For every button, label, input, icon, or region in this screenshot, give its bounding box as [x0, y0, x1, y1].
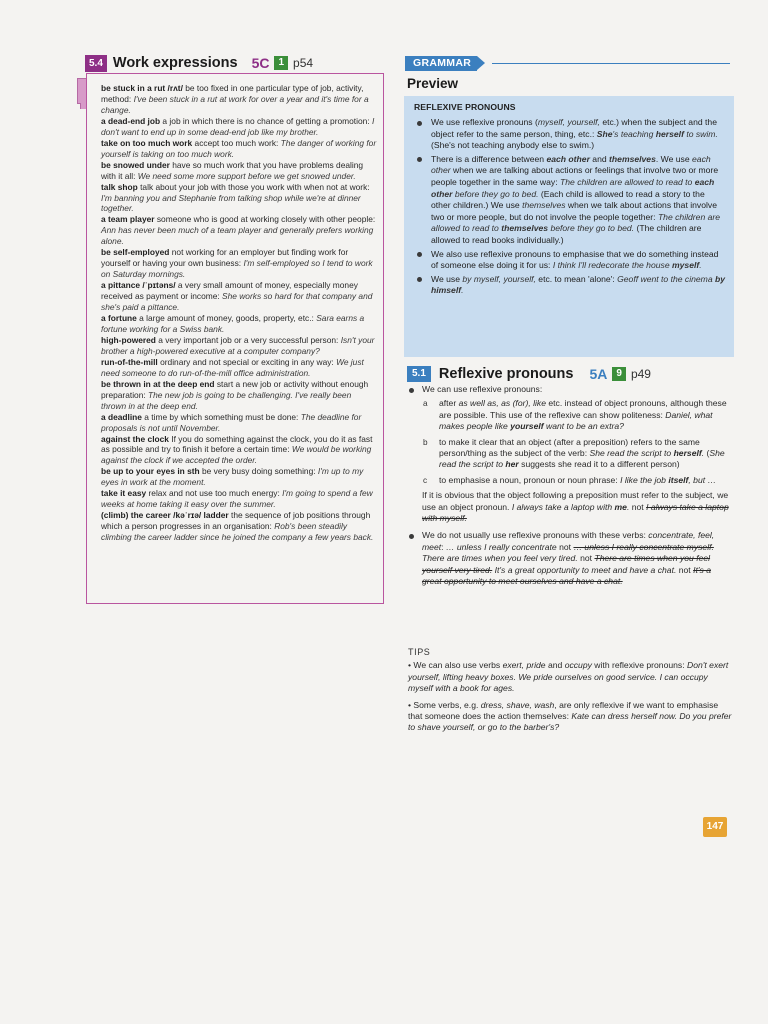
- vocab-entry: be self-employed not working for an employer but finding work for yourself or having your own business: I'm self-employed so I tend to work on Saturday mornings.: [101, 247, 373, 280]
- section-title: Work expressions: [112, 55, 238, 71]
- vocab-entry: be stuck in a rut /rʌt/ be too fixed in one particular type of job, activity, method: I've been stuck in a rut at work for over a year and it's time for a change.: [101, 83, 369, 115]
- preview-bullet: We use by myself, yourself, etc. to mean 'alone': Geoff went to the cinema by himself.: [414, 274, 726, 297]
- preview-heading: REFLEXIVE PRONOUNS: [414, 102, 516, 112]
- vocab-entry: high-powered a very important job or a very successful person: Isn't your brother a high-powered executive at a computer company?: [101, 334, 375, 356]
- vocab-entry: a team player someone who is good at working closely with other people: Ann has never been much of a team player and generally prefers working alone.: [101, 214, 376, 247]
- section-unit-ref: 5C: [251, 55, 270, 71]
- tip-item: • We can also use verbs exert, pride and occupy with reflexive pronouns: Don't exert yourself, lifting heavy boxes. We pride ourselves on good service. I can occupy myself with a book for ages.: [408, 660, 729, 694]
- grammar-subpoint: b to make it clear that an object (after a preposition) refers to the same person/thing as the subject of the verb: She read the script to herself. (She read the script to her suggests she read it to a different person): [423, 436, 725, 470]
- divider: [492, 63, 730, 64]
- grammar-tag: GRAMMAR: [405, 56, 477, 71]
- grammar-body: [407, 384, 732, 591]
- preview-title: Preview: [407, 76, 459, 91]
- section-title: Reflexive pronouns: [438, 366, 574, 382]
- tips-section: [408, 647, 732, 739]
- vocab-entry: a dead-end job a job in which there is no chance of getting a promotion: I don't want to end up in some dead-end job like my brother.: [101, 115, 375, 137]
- vocab-entry: be snowed under have so much work that you have problems dealing with it all: We need some more support before we get snowed under.: [101, 159, 364, 181]
- vocab-entry: a pittance /ˈpɪtəns/ a very small amount of money, especially money received as payment or income: She works so hard for that company and she's paid a pittance.: [101, 280, 373, 313]
- vocab-entry: against the clock If you do something against the clock, you do it as fast as possible and try to finish it before a certain time: We would be working against the clock if we accepted the order.: [101, 433, 373, 466]
- preview-box: [404, 96, 734, 357]
- vocab-entry: run-of-the-mill ordinary and not special or exciting in any way: We just need someone to do run-of-the-mill office administration.: [101, 356, 364, 378]
- vocab-entry: a fortune a large amount of money, goods, property, etc.: Sara earns a fortune working for a Swiss bank.: [101, 313, 365, 334]
- work-expressions-header: [85, 53, 313, 73]
- section-number-badge: 5.4: [85, 55, 107, 72]
- vocab-entry: take it easy relax and not use too much energy: I'm going to spend a few weeks at home taking it easy over the summer.: [101, 488, 373, 510]
- grammar-bullet: We do not usually use reflexive pronouns with these verbs: concentrate, feel, meet: … unless I really concentrate not … unless I really concentrate myself. There are times when you feel very tired. not There are times when you feel yourself very tired. It's a great opportunity to meet and have a chat. not It's a great opportunity to meet ourselves and have a chat.: [407, 530, 732, 587]
- vocab-entry: be thrown in at the deep end start a new job or activity without enough preparation: The new job is going to be challenging. I've really been thrown in at the deep end.: [101, 378, 369, 411]
- section-ref-badge: 1: [274, 56, 288, 70]
- grammar-subpoint: a after as well as, as (for), like etc. instead of object pronouns, although these are possible. This use of the reflexive can show politeness: Daniel, what makes people like yourself want to be an extra?: [423, 398, 727, 432]
- grammar-subpoint: c to emphasise a noun, pronoun or noun phrase: I like the job itself, but …: [423, 474, 717, 485]
- vocab-entry: a deadline a time by which something must be done: The deadline for proposals is not until November.: [101, 411, 362, 433]
- preview-bullet: There is a difference between each other and themselves. We use each other when we are talking about actions or feelings that involve two or more people together in the same way: The children are allowed to read to each other before they go to bed. (Each child is allowed to read a story to the other children.) We use themselves when we talk about actions that involve two or more people, but do not involve the people together: The children are allowed to read to themselves before they go to bed. (The children are allowed to read books individually.): [414, 154, 726, 247]
- section-unit-ref: 5A: [589, 366, 608, 382]
- vocabulary-box: [86, 73, 384, 604]
- section-page-ref: p49: [630, 367, 651, 381]
- vocab-entry: take on too much work accept too much work: The danger of working for yourself is taking on too much work.: [101, 137, 377, 159]
- section-number-badge: 5.1: [407, 366, 431, 382]
- vocab-entry: be up to your eyes in sth be very busy doing something: I'm up to my eyes in work at the moment.: [101, 466, 364, 488]
- preview-bullet: We also use reflexive pronouns to emphasise that we do something instead of someone else doing it for us: I think I'll redecorate the house myself.: [414, 249, 726, 272]
- vocab-entry: talk shop talk about your job with those you work with when not at work: I'm banning you and Stephanie from talking shop while we're at dinner together.: [101, 181, 370, 214]
- page-number: 147: [703, 817, 727, 837]
- section-page-ref: p54: [293, 56, 314, 70]
- grammar-note: If it is obvious that the object following a preposition must refer to the subject, we use an object pronoun. I always take a laptop with me. not I always take a laptop with myself.: [422, 490, 729, 524]
- preview-bullet: We use reflexive pronouns (myself, yourself, etc.) when the subject and the object refer to the same person, thing, etc.: She's teaching herself to swim. (She's not teaching anybody else to swim.): [414, 117, 726, 152]
- tip-item: • Some verbs, e.g. dress, shave, wash, are only reflexive if we want to emphasise that someone does the action themselves: Kate can dress herself now. Do you prefer to shave yourself, or go to the barber's?: [408, 699, 732, 733]
- section-ref-badge: 9: [612, 367, 626, 381]
- tips-label: TIPS: [408, 647, 431, 657]
- reflexive-pronouns-header: [407, 365, 651, 383]
- grammar-bullet: We can use reflexive pronouns:: [407, 384, 732, 395]
- vocab-entry: (climb) the career /kəˈrɪə/ ladder the sequence of job positions through which a person progresses in an organisation: Rob's been steadily climbing the career ladder since he joined the company a few years back.: [101, 510, 374, 543]
